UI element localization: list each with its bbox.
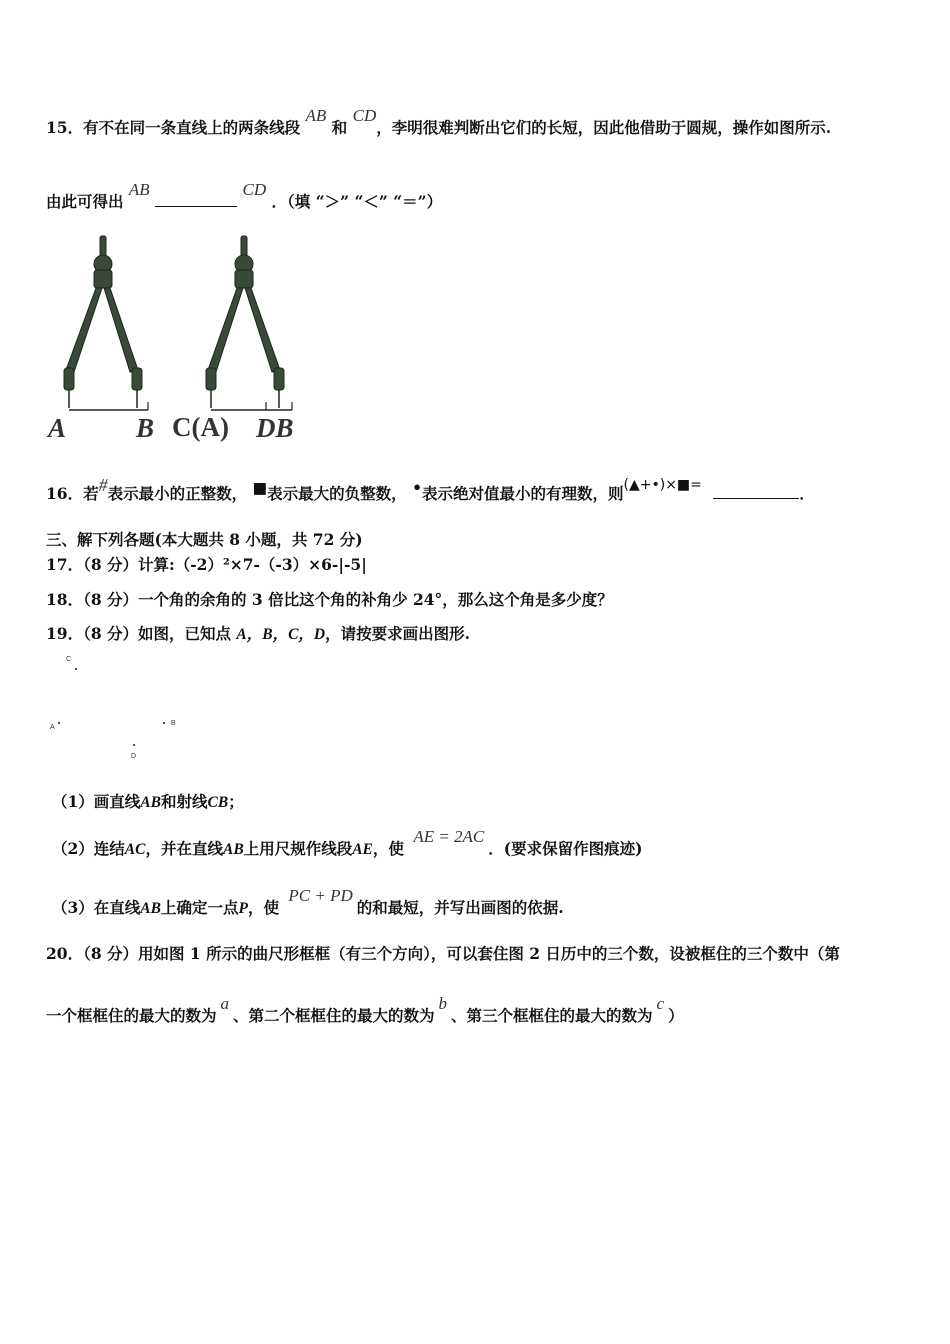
compass-left-icon: [64, 236, 142, 408]
q16-t2: 表示最大的负整数，: [267, 484, 407, 503]
q19-p2-b: ，并在直线: [145, 839, 223, 858]
q15-option-lt: “＜”: [354, 192, 388, 211]
q16-end: ．: [799, 484, 815, 503]
point-b: [163, 722, 165, 724]
q19-p1-cb: CB: [207, 794, 229, 811]
q20-line2: [46, 994, 684, 1026]
point-a-label: A: [50, 724, 55, 731]
q19-part2: [52, 827, 643, 859]
q19-part1: [52, 790, 244, 812]
q15-answer-blank[interactable]: [155, 205, 237, 207]
q19-p2-e: ．(要求保留作图痕迹): [488, 839, 643, 858]
q19-p2-c: 上用尺规作线段: [243, 839, 353, 858]
hash-symbol: #: [98, 475, 108, 495]
q20-var-a: a: [220, 994, 230, 1013]
q19-p3-expression: PC + PD: [288, 886, 353, 905]
q15-option-eq: “＝”: [393, 192, 427, 211]
q19-p2-d: ，使: [372, 839, 404, 858]
fig-label-ca: C(A): [172, 412, 229, 442]
q16-expression: (▲+•)×■=: [623, 477, 702, 493]
q19-p1-ab: AB: [140, 794, 161, 811]
q19-p3-c: ，使: [247, 898, 279, 917]
q20-l2-b: 、第二个框框住的最大的数为: [233, 1006, 435, 1025]
q16-t3: 表示绝对值最小的有理数，则: [422, 484, 624, 503]
q16-t1: 表示最小的正整数，: [107, 484, 248, 503]
point-a: [58, 722, 60, 724]
q19-p3-p: P: [238, 900, 248, 917]
point-b-label: B: [171, 720, 176, 727]
q16-number: 16．若: [46, 484, 99, 503]
q20-line1: 20．（8 分）用如图 1 所示的曲尺形框框（有三个方向），可以套住图 2 日历中的三个数，设被框住的三个数中（第: [46, 944, 840, 963]
q15-line2-cd: CD: [242, 180, 267, 199]
q15-number: 15．: [46, 118, 84, 137]
fig-label-db: DB: [256, 413, 294, 442]
q16-answer-blank[interactable]: [713, 497, 799, 499]
q16-line: [46, 475, 815, 504]
q19-p3-b: 上确定一点: [160, 898, 239, 917]
q20-var-b: b: [438, 994, 448, 1013]
fig-label-a: A: [48, 413, 67, 442]
q15-line2-b: ．（填: [271, 192, 311, 211]
point-d-label: D: [131, 753, 137, 760]
q19-p2-ab: AB: [223, 841, 244, 858]
q19-p2-equation: AE = 2AC: [413, 827, 485, 846]
q19-p3-a: （3）在直线: [52, 898, 141, 917]
q15-ab: AB: [305, 106, 327, 125]
q20-l2-d: ）: [668, 1006, 684, 1025]
q19-p1-c: ；: [228, 792, 244, 811]
q19-p1-a: （1）画直线: [52, 792, 141, 811]
q19-p2-ac: AC: [124, 841, 146, 858]
q15-line1: [46, 106, 832, 138]
compass-figure: [44, 232, 314, 442]
q15-cd: CD: [352, 106, 377, 125]
q20-var-c: c: [656, 994, 665, 1013]
point-c: [75, 668, 77, 670]
q19-part3: [52, 886, 564, 918]
fig-label-b: B: [136, 413, 155, 442]
point-c-label: C: [66, 656, 72, 663]
q20-l2-c: 、第三个框框住的最大的数为: [451, 1006, 653, 1025]
q15-text1: 有不在同一条直线上的两条线段: [83, 118, 301, 137]
q15-line2-a: 由此可得出: [46, 192, 124, 211]
q15-option-gt: “＞”: [315, 192, 350, 211]
q19-points: A，B，C，D: [236, 626, 326, 643]
section3-heading: 三、解下列各题(本大题共 8 小题，共 72 分): [46, 530, 363, 549]
square-symbol: ■: [252, 478, 268, 497]
q19-p3-d: 的和最短，并写出画图的依据.: [356, 898, 564, 917]
q15-line2-c: ）: [426, 192, 443, 211]
q19-p2-ae: AE: [352, 841, 373, 858]
q15-he: 和: [331, 118, 348, 137]
q19-text: [46, 622, 470, 644]
q19-p3-ab: AB: [140, 900, 161, 917]
q15-text2: ，李明很难判断出它们的长短，因此他借助于圆规，操作如图所示.: [376, 118, 832, 137]
q19-text-b: ，请按要求画出图形.: [325, 624, 471, 643]
q20-l2-a: 一个框框住的最大的数为: [46, 1006, 217, 1025]
dot-symbol: •: [412, 478, 422, 497]
q19-text-a: 19．（8 分）如图，已知点: [46, 624, 232, 643]
point-d: [133, 744, 135, 746]
q19-p1-b: 和射线: [160, 792, 208, 811]
compass-right-icon: [206, 236, 284, 408]
q15-line2-ab: AB: [128, 180, 150, 199]
q15-line2: [46, 180, 443, 212]
q19-p2-a: （2）连结: [52, 839, 125, 858]
q17-text: 17．（8 分）计算:（-2）²×7-（-3）×6-|-5|: [46, 555, 367, 574]
q18-text: 18．（8 分）一个角的余角的 3 倍比这个角的补角少 24°，那么这个角是多少度？: [46, 590, 613, 609]
